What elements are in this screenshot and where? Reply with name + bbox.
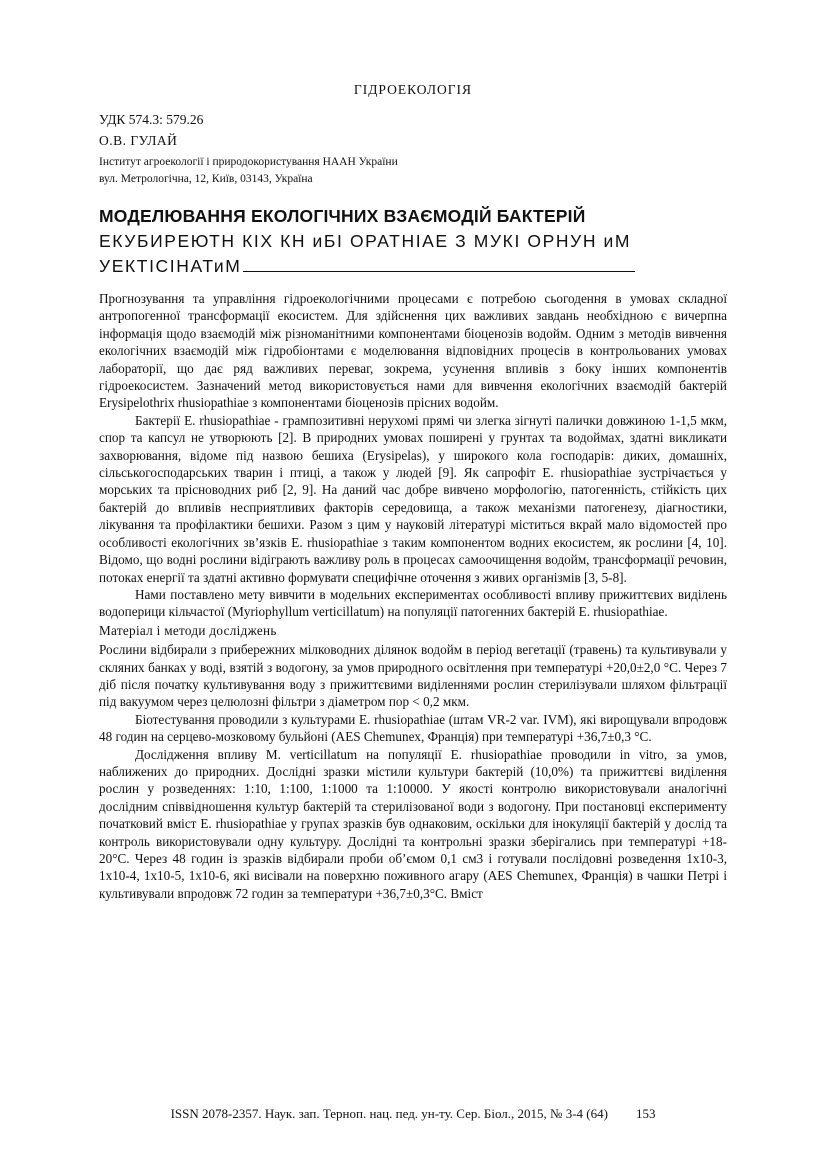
udc-code: УДК 574.3: 579.26: [99, 112, 204, 127]
journal-citation: ISSN 2078-2357. Наук. зап. Терноп. нац. пед. ун-ту. Сер. Біол., 2015, № 3-4 (64): [170, 1106, 608, 1121]
page-number: 153: [635, 1106, 656, 1121]
methods-heading: Матеріал і методи досліджень: [99, 622, 277, 638]
paragraph-bacteria: Бактерії E. rhusiopathiae - грампозитивні нерухомі прямі чи злегка зігнуті палички довжиною 1-1,5 мкм, спор та капсул не утворюють [2]. В природних умовах поширені у грунтах та водоймах, здатні викликати захворювання, відоме під назвою бешиха (Erysipelas), у широкого кола господарів: диких, домашніх, сільськогосподарських тварин і птиці, а також у людей [9]. Як сапрофіт E. rhusiopathiae зустрічається у морських та прісноводних риб [2, 9]. На даний час добре вивчено морфологію, патогенність, стійкість цих бактерій до впливів несприятливих факторів середовища, а також механізми патогенезу, діагностики, лікування та профілактики бешихи. Разом з цим у науковій літературі міститься вкрай мало відомостей про особливості екологічних зв’язків E. rhusiopathiae з таким компонентом водних екосистем, як рослини [4, 10]. Відомо, що водні рослини відіграють важливу роль в процесах самоочищення водойм, трансформації речовин, потоках енергії та здатні активно формувати специфічне оточення з живих організмів [3, 5-8].: [99, 412, 727, 585]
author-name: О.В. ГУЛАЙ: [99, 133, 178, 148]
article-body: [99, 290, 727, 902]
paragraph-intro: Прогнозування та управління гідроекологічними процесами є потребою сьогодення в умовах складної антропогенної трансформації екосистем. Для здійснення цих важливих завдань необхідною є вичерпна інформація щодо взаємодій між різноманітними компонентами біоценозів водойм. Одним з методів вивчення екологічних взаємодій між гідробіонтами є моделювання відповідних процесів в контрольованих умовах лабораторії, що дає ряд важливих переваг, зокрема, усунення впливів з боку інших компонентів гідроекосистем. Зазначений метод використовується нами для вивчення екологічних взаємодій бактерій Erysipelothrix rhusiopathiae з компонентами біоценозів прісних водойм.: [99, 291, 727, 411]
title-line-3: УЕКТІСІНАТиМ: [99, 256, 242, 276]
paragraph-biotesting: Біотестування проводили з культурами E. rhusiopathiae (штам VR-2 var. IVM), які вирощували впродовж 48 годин на серцево-мозковому бульйоні (AES Chemunex, Франція) при температурі +36,7±0,3 °С.: [99, 711, 727, 745]
section-heading: ГІДРОЕКОЛОГІЯ: [353, 82, 473, 97]
title-line-2: ЕКУБИРЕЮТН КІХ КН иБІ ОРАТНІАЕ З МУКІ ОРНУН иМ: [99, 231, 632, 251]
title-line-3-container: [99, 254, 739, 279]
author-affiliation: [99, 154, 398, 188]
article-title: [99, 204, 739, 279]
page-footer: [0, 1106, 826, 1122]
address-line: вул. Метрологічна, 12, Київ, 03143, Україна: [99, 173, 313, 185]
paragraph-aim: Нами поставлено мету вивчити в модельних експериментах особливості впливу прижиттєвих виділень водоперици кільчастої (Myriophyllum verticillatum) на популяції патогенних бактерій E. rhusiopathiae.: [99, 586, 727, 620]
paragraph-plants: Рослини відбирали з прибережних мілководних ділянок водойм в період вегетації (травень) та культивували у скляних банках у воді, взятій з водогону, за умов природного освітлення при температурі +20,0±2,0 °С. Через 7 діб після початку культивування воду з прижиттєвими виділеннями рослин стерилізували шляхом фільтрації під вакуумом через целюлозні фільтри з діаметром пор < 0,2 мкм.: [99, 642, 727, 710]
paragraph-experiment: Дослідження впливу M. verticillatum на популяції E. rhusiopathiae проводили in vitro, за умов, наближених до природних. Дослідні зразки містили культури бактерій (10,0%) та прижиттєві виділення рослин у розведеннях: 1:10, 1:100, 1:1000 та 1:10000. У якості контролю використовували аналогічні дослідним співвідношення культур бактерій та стерилізованої води з водогону. При постановці експерименту початковий вміст E. rhusiopathiae у групах зразків був однаковим, оскільки для інокуляції бактерій у дослід та контроль використовували одну культуру. Дослідні та контрольні зразки зберігались при температурі +18-20°С. Через 48 годин із зразків відбирали проби об’ємом 0,1 см3 і готували послідовні розведення 1х10-3, 1х10-4, 1х10-5, 1х10-6, які висівали на поверхню поживного агару (AES Chemunex, Франція) в чашки Петрі і культивували впродовж 72 годин за температури +36,7±0,3°С. Вміст: [99, 746, 727, 901]
affiliation-line: Інститут агроекології і природокористування НААН України: [99, 156, 398, 168]
title-underline: [243, 259, 635, 272]
title-line-1: МОДЕЛЮВАННЯ ЕКОЛОГІЧНИХ ВЗАЄМОДІЙ БАКТЕРІЙ: [99, 206, 586, 226]
